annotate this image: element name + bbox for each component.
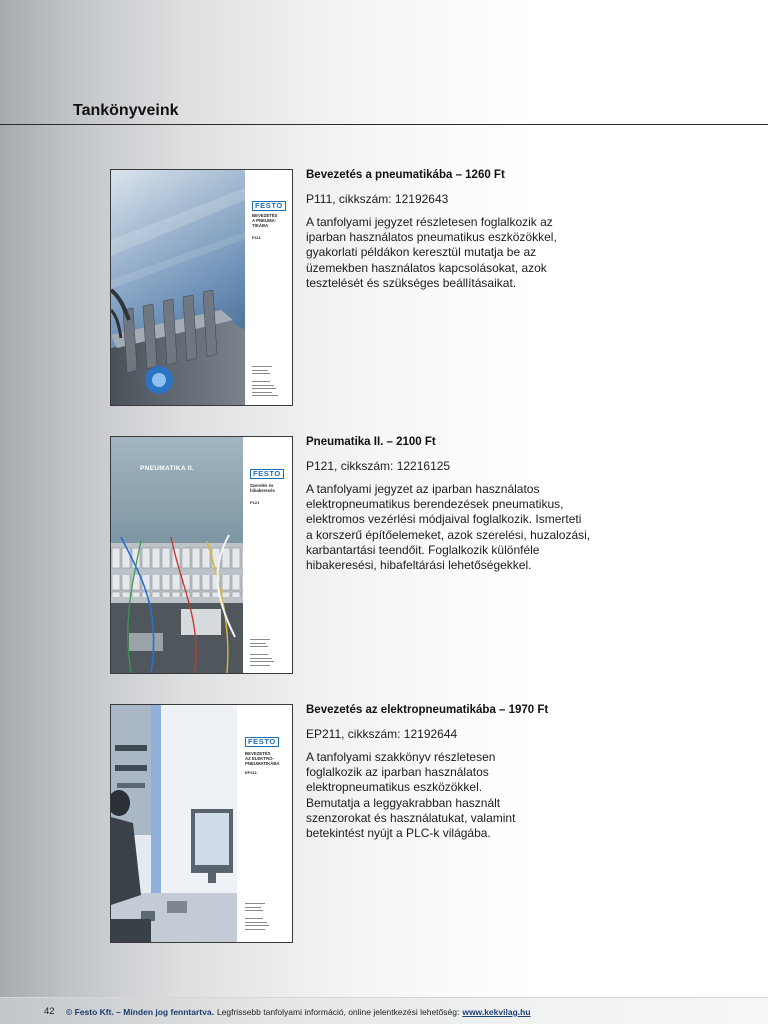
description-line: Bemutatja a leggyakrabban használt [306,795,501,810]
terminal-block [129,633,163,651]
cover-title-line: PNEUMATIKÁBA [245,760,280,766]
shelf-item [115,745,147,751]
festo-logo: FESTO [250,469,284,479]
lab-equipment [167,901,187,913]
book-description [306,215,557,291]
copyright-notice: © Festo Kft. – Minden jog fenntartva. [66,1007,214,1017]
description-line: tesztelését és szükséges beállításaikat. [306,275,517,290]
description-line: hibakeresési, hibafeltárási lehetőségekkel. [306,558,532,573]
description-line: betekintést nyújt a PLC-k világába. [306,826,491,841]
cover-code: P111 [252,235,261,240]
footer [0,1006,768,1018]
fine-print-line [250,646,268,647]
cover-photo-valve-terminal [111,170,245,405]
description-line: iparban használatos pneumatikus eszközökkel, [306,230,557,245]
footer-info-text: Legfrissebb tanfolyami információ, online jelentkezési lehetőség: [216,1007,460,1017]
fine-print-line [245,929,265,930]
book-title: Bevezetés a pneumatikába – 1260 Ft [306,169,505,181]
cover-photo-lab-workstation [111,705,237,942]
description-line: karbantartási teendőit. Foglalkozik különféle [306,542,540,557]
footer-text [66,1006,531,1018]
book-code: EP211, cikkszám: 12192644 [306,727,458,741]
shelf-item [115,765,147,771]
cover-title-line: TIKÁBA [252,222,269,228]
page-title: Tankönyveink [73,102,179,119]
fine-print-line [252,388,276,389]
header-divider [0,124,768,125]
description-line: A tanfolyami jegyzet az iparban használatos [306,482,540,496]
book-entry-p121 [306,435,746,573]
fine-print-line [250,643,266,644]
description-line: A tanfolyami jegyzet részletesen foglalkozik az [306,215,553,229]
fine-print-line [250,654,268,655]
fine-print-line [252,370,268,371]
description-line: elektropneumatikus berendezések pneumatikus, [306,497,564,512]
book-code: P121, cikkszám: 12216125 [306,459,451,473]
description-line: elektropneumatikus eszközökkel. [306,780,483,795]
fine-print-line [252,366,272,367]
fine-print-line [252,395,278,396]
fine-print-line [245,910,263,911]
book-cover-p111[interactable] [110,169,293,406]
fine-print-line [250,665,270,666]
book-entry-ep211 [306,703,746,841]
cover-title-line: A PNEUMA- [252,217,277,223]
description-line: gyakorlati példákon keresztül mutatja be az [306,245,537,260]
description-line: foglalkozik az iparban használatos [306,765,489,780]
fine-print-line [252,381,270,382]
monitor-stand [208,873,216,883]
cover-title-line: BEVEZETÉS [252,213,278,218]
page-number: 42 [44,1006,55,1017]
monitor-screen [195,813,229,865]
cover-title-line: AZ ELEKTRO- [245,755,274,761]
fine-print-line [245,922,267,923]
fine-print-line [245,907,261,908]
book-cover-p121[interactable] [110,436,293,674]
book-title: Pneumatika II. – 2100 Ft [306,436,436,448]
fine-print-line [250,661,274,662]
fine-print-line [252,392,272,393]
description-line: elektromos vezérlési módjaival foglalkozik. Ismerteti [306,512,582,527]
shelf-item [117,783,145,788]
terminal-block [181,609,221,635]
fine-print-line [250,658,272,659]
cover-title [245,752,280,766]
book-title: Bevezetés az elektropneumatikába – 1970 Ft [306,704,549,716]
description-line: A tanfolyami szakkönyv részletesen [306,750,496,764]
fine-print-line [245,918,263,919]
description-line: a korszerű építőelemeket, azok szerelési, huzalozási, [306,527,591,542]
festo-logo: FESTO [252,201,286,211]
website-link[interactable]: www.kekvilag.hu [462,1007,531,1017]
cover-title [250,484,275,494]
cover-code: EP211 [245,770,257,775]
fine-print-line [245,925,269,926]
fine-print-line [252,373,270,374]
fine-print-line [252,385,274,386]
cover-title [252,214,278,228]
description-line: üzemekben használatos kapcsolásokat, azok [306,260,547,275]
fine-print-line [245,903,265,904]
book-cover-ep211[interactable] [110,704,293,943]
desk-shadow [111,919,151,942]
book-description [306,750,515,841]
valve-manifold [111,535,243,673]
blue-knob-highlight [152,373,166,387]
book-description [306,482,590,573]
fine-print-line [250,639,270,640]
cover-title-line: hibakeresés [250,487,275,493]
cover-title-line: Szerelés és [250,483,274,488]
cover-photo-title: PNEUMATIKA II. [140,465,195,472]
cover-code: P121 [250,500,260,505]
cover-title-line: BEVEZETÉS [245,751,271,756]
book-code: P111, cikkszám: 12192643 [306,192,449,206]
festo-logo: FESTO [245,737,279,747]
book-entry-p111 [306,168,746,290]
description-line: szenzorokat és használatukat, valamint [306,810,516,825]
